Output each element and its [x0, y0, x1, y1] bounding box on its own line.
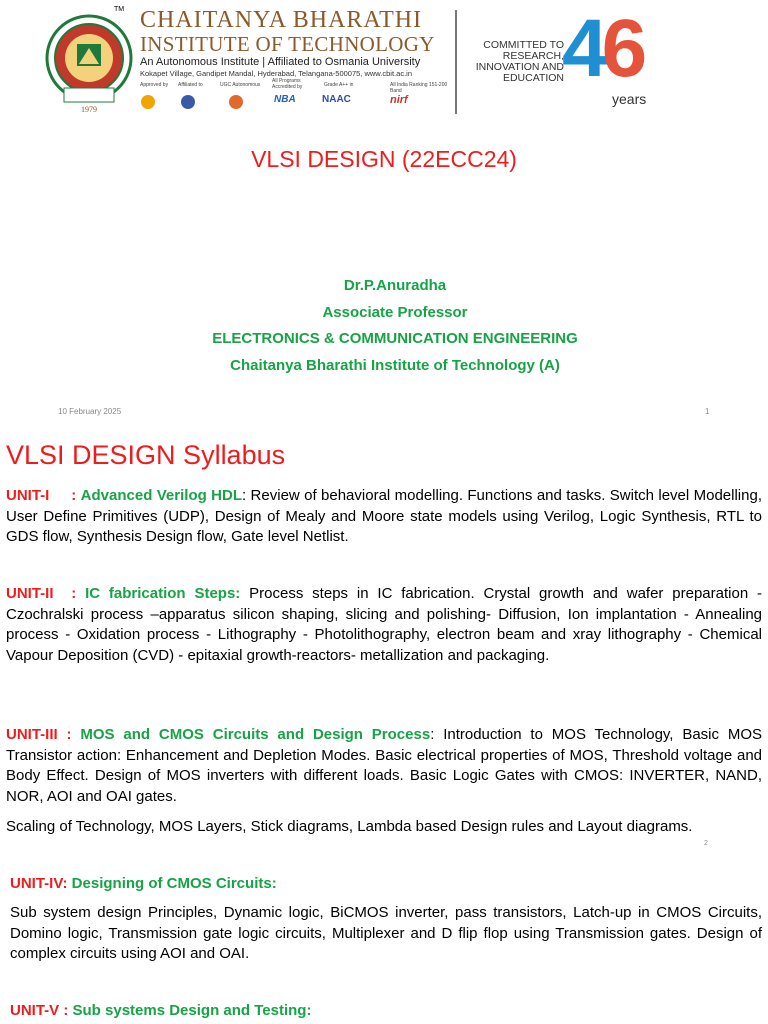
unit-5-heading [10, 1001, 762, 1022]
institute-seal-logo [44, 8, 134, 118]
anniversary-number [562, 4, 641, 94]
unit-3-paragraph [6, 725, 762, 808]
seal-year: 1979 [81, 105, 97, 114]
slide-date: 10 February 2025 [58, 407, 122, 416]
committed-statement [460, 40, 564, 84]
accr-affiliated-label: Affiliated to [178, 82, 203, 88]
author-name: Dr.P.Anuradha [343, 277, 447, 294]
osmania-badge-icon [180, 94, 196, 112]
unit-3-label: UNIT-III : [6, 726, 72, 743]
unit-4-heading [10, 874, 762, 895]
unit-1-label: UNIT-I : [6, 487, 77, 504]
college-name: Chaitanya Bharathi Institute of Technology (A) [230, 357, 560, 374]
unit-4-paragraph: Sub system design Principles, Dynamic logic, BiCMOS inverter, pass transistors, Latch-up in CMOS Circuits, Domino logic, Transmission gate logic circuits, Multiplexer and D flip flop using Transmission gates. Design of complex circuits using AOI and OAI. [10, 904, 762, 963]
institute-address: Kokapet Village, Gandipet Mandal, Hyderabad, Telangana-500075, www.cbit.ac.in [140, 69, 412, 78]
department-name: ELECTRONICS & COMMUNICATION ENGINEERING [212, 330, 578, 347]
unit-2-paragraph [6, 584, 762, 667]
slide-page-number: 1 [705, 407, 710, 416]
unit-1-topic: Advanced Verilog HDL [80, 487, 242, 504]
unit-2-label: UNIT-II : [6, 585, 77, 602]
nba-badge: NBA [274, 94, 296, 105]
unit-4-label: UNIT-IV: [10, 875, 68, 892]
anniversary-digit-6: 6 [601, 3, 642, 94]
unit-3-extra-paragraph: Scaling of Technology, MOS Layers, Stick diagrams, Lambda based Design rules and Layout diagrams. [6, 818, 693, 835]
accr-naac-label: Grade A++ in [324, 82, 354, 88]
unit-2-text: Process steps in IC fabrication. Crystal growth and wafer preparation - Czochralski process –apparatus silicon shaping, slicing and polishing- Diffusion, Ion implantation - Annealing process - Oxidation process - Lithography - Photolithography, electron beam and xray lithography - Chemical Vapour Deposition (CVD) - epitaxial growth-reactors- metallization and packaging. [6, 585, 763, 665]
unit-1-text: : Review of behavioral modelling. Functions and tasks. Switch level Modelling, User Define Primitives (UDP), Design of Mealy and Moore state models using Verilog, Logic Synthesis, RTL to GDS flow, Synthesis Design flow, Gate level Netlist. [6, 487, 762, 546]
accr-ugc-label: UGC Autonomous [220, 82, 261, 88]
accr-approved-label: Approved by [140, 82, 169, 88]
trademark-mark: TM [114, 6, 125, 13]
nirf-badge: nirf [390, 94, 408, 106]
slide2-page-number: 2 [704, 840, 708, 847]
institute-name-line2: INSTITUTE OF TECHNOLOGY [140, 32, 435, 56]
years-label: years [612, 91, 647, 107]
syllabus-title: VLSI DESIGN Syllabus [6, 440, 286, 470]
institute-tagline: An Autonomous Institute | Affiliated to Osmania University [140, 56, 421, 68]
unit-1-paragraph [6, 486, 762, 548]
unit-4-topic: Designing of CMOS Circuits: [67, 875, 277, 892]
accr-nba-label: All Programs Accredited by [272, 78, 303, 90]
committed-line2: RESEARCH, [502, 50, 564, 62]
author-designation: Associate Professor [322, 304, 468, 321]
ugc-badge-icon [228, 94, 244, 112]
unit-3-text: : Introduction to MOS Technology, Basic MOS Transistor action: Enhancement and Depletion Modes. Basic electrical properties of MOS, Threshold voltage and Body Effect. Design of MOS inverters with different loads. Basic Logic Gates with CMOS: INVERTER, NAND, NOR, AOI and OAI gates. [6, 726, 763, 806]
anniversary-digit-4: 4 [562, 3, 602, 94]
unit-2-topic: IC fabrication Steps: [85, 585, 241, 602]
committed-line1: COMMITTED TO [483, 39, 564, 51]
committed-line3: INNOVATION AND [475, 61, 564, 73]
course-title: VLSI DESIGN (22ECC24) [251, 146, 517, 172]
accreditation-strip [140, 78, 450, 118]
aicte-badge-icon [140, 94, 156, 112]
accr-nirf-label: All India Ranking 151-200 Band [390, 82, 448, 94]
header-divider [455, 10, 457, 114]
naac-badge: NAAC [322, 94, 351, 105]
unit-5-topic: Sub systems Design and Testing: [68, 1002, 312, 1019]
institute-name-line1: CHAITANYA BHARATHI [140, 7, 423, 33]
unit-5-label: UNIT-V : [10, 1002, 69, 1019]
unit-3-topic: MOS and CMOS Circuits and Design Process [71, 726, 431, 743]
committed-line4: EDUCATION [502, 72, 564, 84]
